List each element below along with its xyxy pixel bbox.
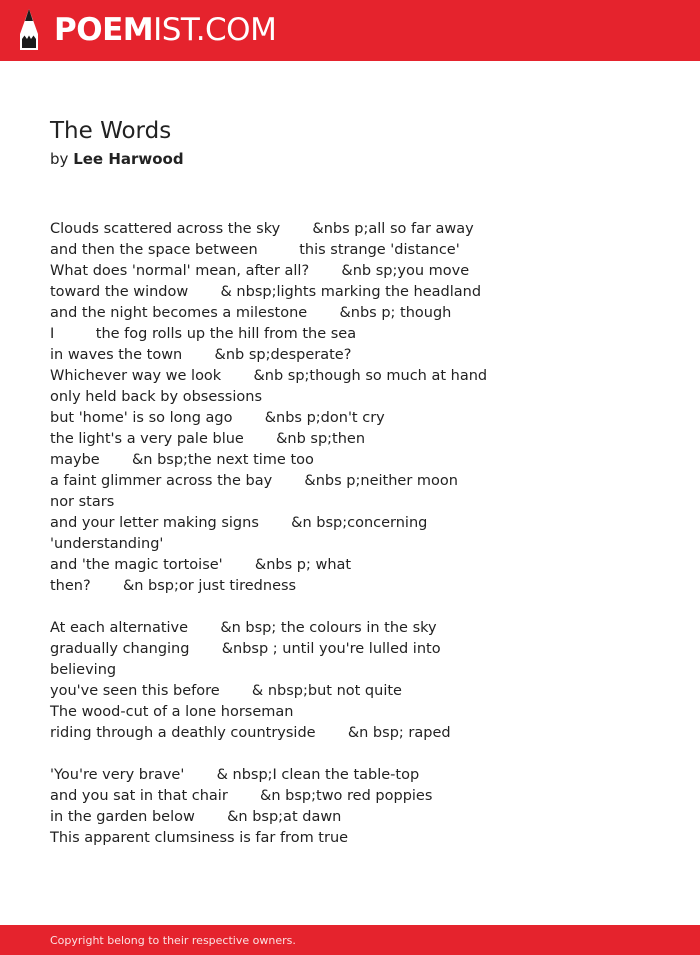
poem-line: 'understanding' xyxy=(50,536,164,552)
poem-line: and you sat in that chair &n bsp;two red poppies xyxy=(50,788,433,804)
by-label: by xyxy=(50,150,69,168)
poem-body xyxy=(50,219,490,849)
poem-title: The Words xyxy=(50,118,172,144)
poem-line: then? &n bsp;or just tiredness xyxy=(50,578,297,594)
pencil-icon xyxy=(16,8,42,52)
poem-line: believing xyxy=(50,662,117,678)
poem-line: At each alternative &n bsp; the colours in the sky xyxy=(50,620,437,636)
poem-line: and 'the magic tortoise' &nbs p; what xyxy=(50,557,352,573)
copyright-text: Copyright belong to their respective owners. xyxy=(50,934,296,947)
stanza-break xyxy=(50,597,490,618)
author-name: Lee Harwood xyxy=(73,150,184,168)
brand-name xyxy=(54,8,276,52)
poem-line: The wood-cut of a lone horseman xyxy=(50,704,294,720)
site-header xyxy=(0,0,700,61)
brand-bold: POEM xyxy=(54,12,154,48)
byline xyxy=(50,149,184,169)
poem-line: in the garden below &n bsp;at dawn xyxy=(50,809,342,825)
poem-line: a faint glimmer across the bay &nbs p;neither moon xyxy=(50,473,458,489)
poem-line: maybe &n bsp;the next time too xyxy=(50,452,314,468)
poem-line: gradually changing &nbsp ; until you're lulled into xyxy=(50,641,441,657)
poem-line: This apparent clumsiness is far from true xyxy=(50,830,349,846)
site-logo[interactable] xyxy=(16,8,276,52)
poem-line: you've seen this before & nbsp;but not quite xyxy=(50,683,402,699)
poem-line: and then the space between this strange 'distance' xyxy=(50,242,460,258)
brand-light: IST.COM xyxy=(153,12,277,48)
poem-line: 'You're very brave' & nbsp;I clean the table-top xyxy=(50,767,420,783)
site-footer xyxy=(0,925,700,955)
poem-line: the light's a very pale blue &nb sp;then xyxy=(50,431,366,447)
poem-line: only held back by obsessions xyxy=(50,389,262,405)
poem-line: in waves the town &nb sp;desperate? xyxy=(50,347,352,363)
poem-line: but 'home' is so long ago &nbs p;don't cry xyxy=(50,410,385,426)
poem-line: What does 'normal' mean, after all? &nb sp;you move xyxy=(50,263,470,279)
poem-line: and your letter making signs &n bsp;concerning xyxy=(50,515,428,531)
poem-line: I the fog rolls up the hill from the sea xyxy=(50,326,357,342)
poem-line: nor stars xyxy=(50,494,115,510)
poem-line: riding through a deathly countryside &n bsp; raped xyxy=(50,725,451,741)
poem-line: toward the window & nbsp;lights marking the headland xyxy=(50,284,482,300)
poem-line: Clouds scattered across the sky &nbs p;all so far away xyxy=(50,221,474,237)
poem-line: Whichever way we look &nb sp;though so much at hand xyxy=(50,368,488,384)
poem-line: and the night becomes a milestone &nbs p; though xyxy=(50,305,452,321)
stanza-break xyxy=(50,744,490,765)
